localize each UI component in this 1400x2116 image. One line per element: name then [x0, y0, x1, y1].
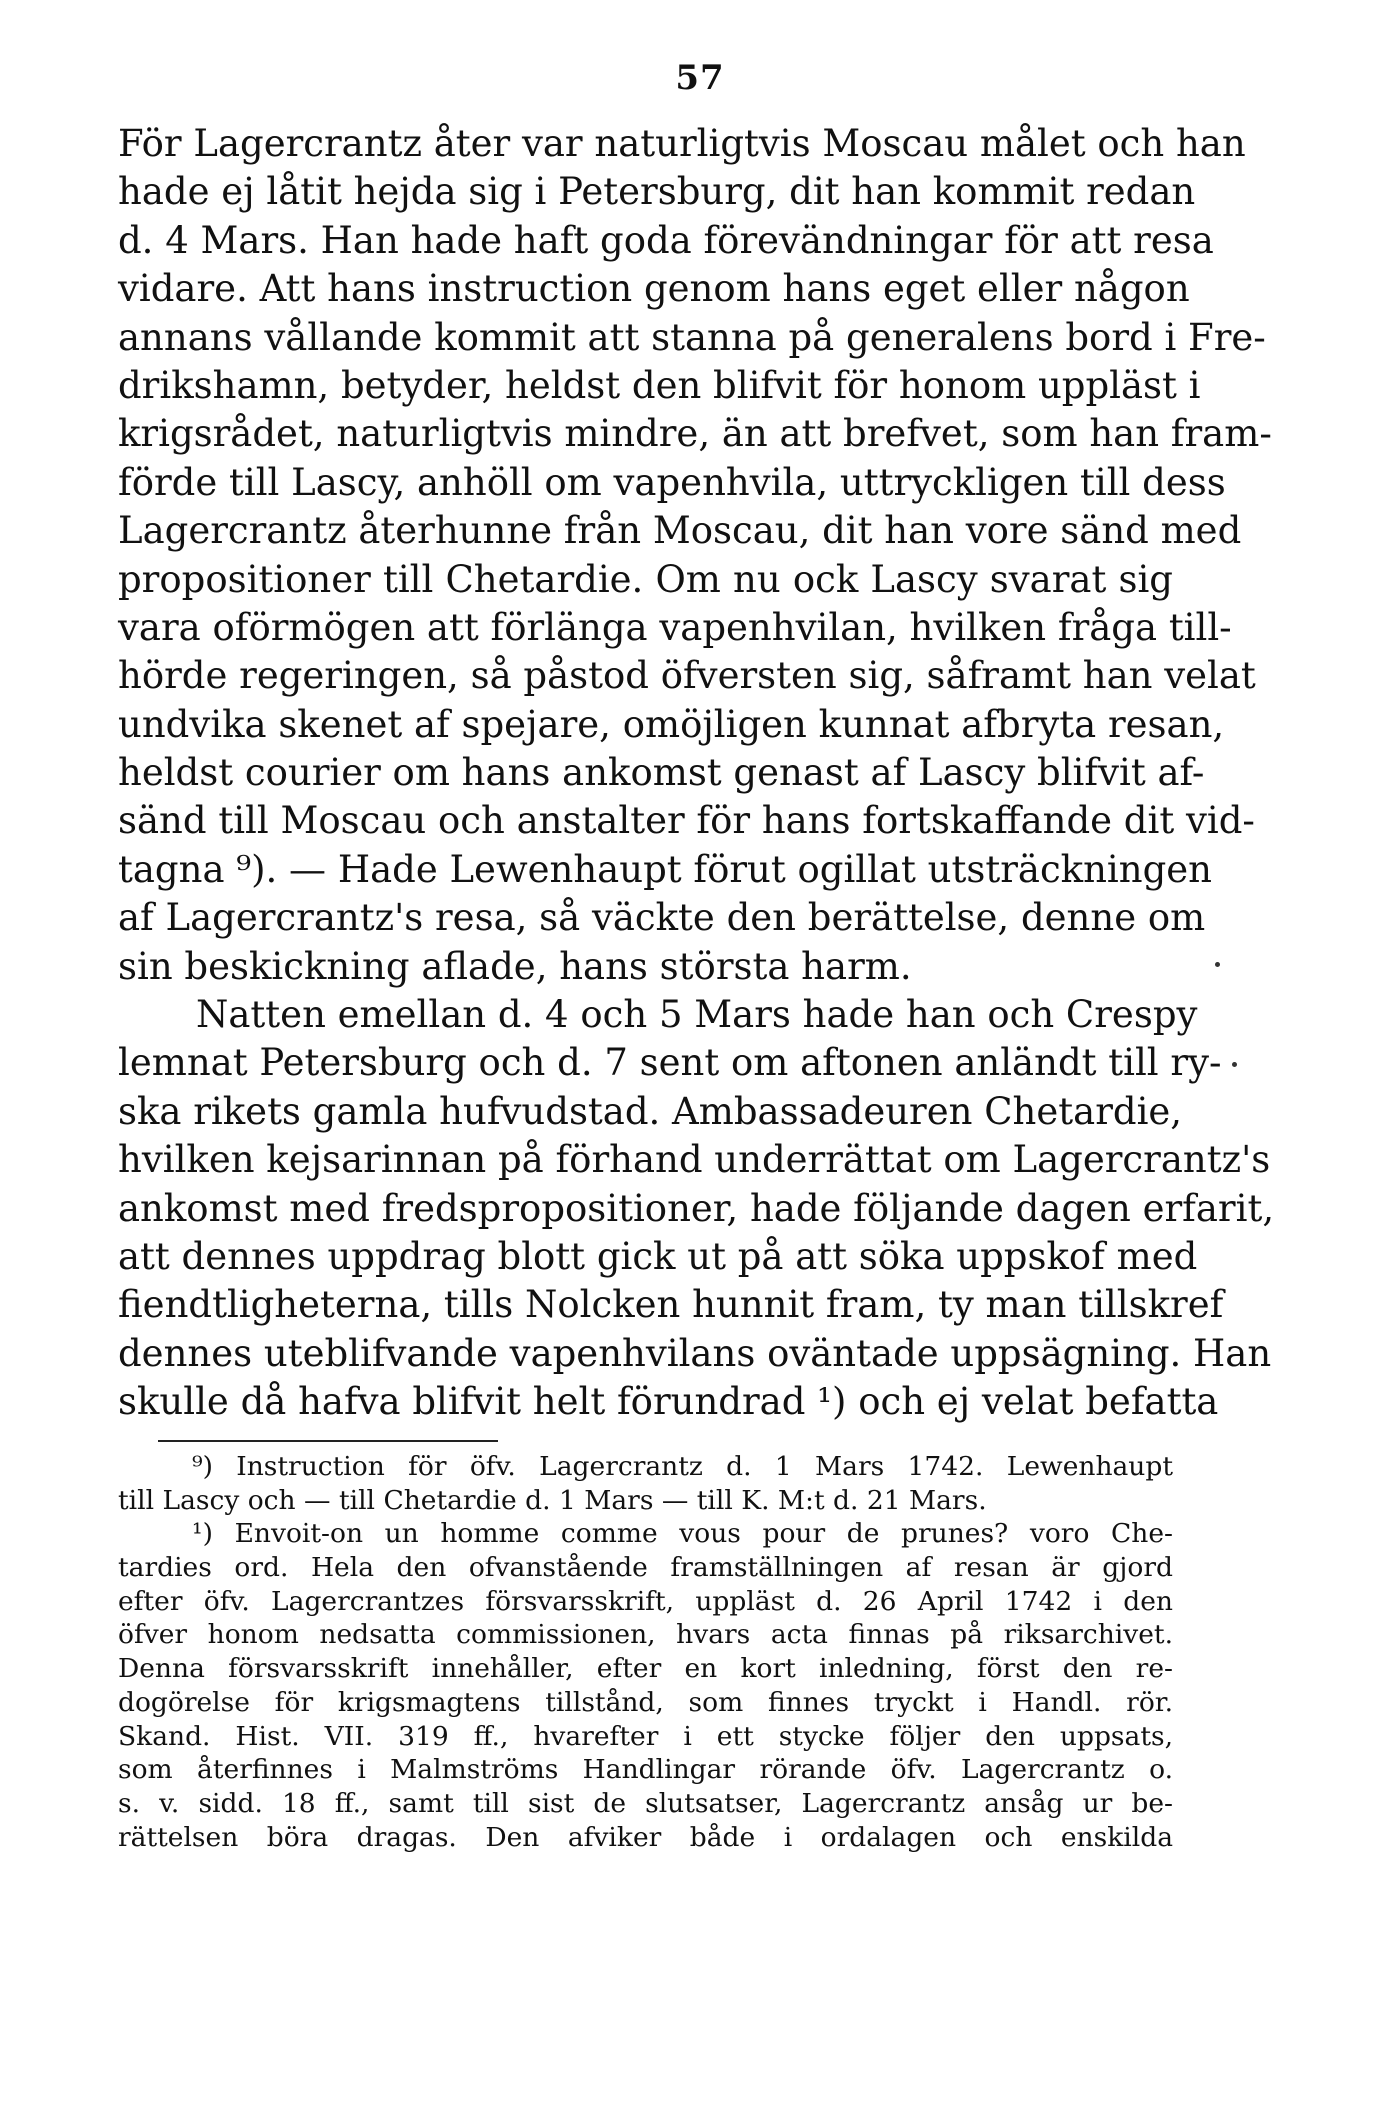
page-number: 57	[675, 58, 725, 98]
text-line-23: ankomst med fredspropositioner, hade följande dagen erfarit,	[118, 1186, 1275, 1230]
text-line-8: förde till Lascy, anhöll om vapenhvila, uttryckligen till dess	[118, 460, 1226, 504]
text-line-3: d. 4 Mars. Han hade haft goda förevändningar för att resa	[118, 218, 1214, 262]
footnotes	[118, 1450, 1173, 1854]
text-line-21: ska rikets gamla hufvudstad. Ambassadeuren Chetardie,	[118, 1089, 1183, 1133]
text-line-7: krigsrådet, naturligtvis mindre, än att brefvet, som han fram-	[118, 412, 1272, 456]
margin-speck-mark	[1215, 962, 1220, 967]
margin-speck-mark	[1232, 1062, 1237, 1067]
text-line-5: annans vållande kommit att stanna på generalens bord i Fre-	[118, 315, 1266, 359]
footnote-divider	[158, 1440, 498, 1442]
footnote-line-5: efter öfv. Lagercrantzes försvarsskrift, uppläst d. 26 April 1742 i den	[118, 1585, 1173, 1617]
main-text	[118, 120, 1275, 1427]
footnote-line-8: dogörelse för krigsmagtens tillstånd, som finnes tryckt i Handl. rör.	[118, 1686, 1173, 1718]
text-line-24: att dennes uppdrag blott gick ut på att söka uppskof med	[118, 1234, 1198, 1278]
text-line-13: undvika skenet af spejare, omöjligen kunnat afbryta resan,	[118, 702, 1225, 746]
text-line-10: propositioner till Chetardie. Om nu ock Lascy svarat sig	[118, 557, 1173, 601]
text-line-2: hade ej låtit hejda sig i Petersburg, dit han kommit redan	[118, 170, 1196, 214]
footnote-line-1: ⁹) Instruction för öfv. Lagercrantz d. 1 Mars 1742. Lewenhaupt	[192, 1451, 1173, 1482]
footnote-line-7: Denna försvarsskrift innehåller, efter en kort inledning, först den re-	[118, 1653, 1173, 1685]
footnote-line-6: öfver honom nedsatta commissionen, hvars acta finnas på riksarchivet.	[118, 1619, 1173, 1651]
text-line-25: fiendtligheterna, tills Nolcken hunnit fram, ty man tillskref	[118, 1283, 1224, 1327]
text-line-26: dennes uteblifvande vapenhvilans oväntade uppsägning. Han	[118, 1331, 1272, 1375]
text-line-6: drikshamn, betyder, heldst den blifvit för honom uppläst i	[118, 363, 1201, 407]
footnote-line-9: Skand. Hist. VII. 319 ff., hvarefter i ett stycke följer den uppsats,	[118, 1720, 1173, 1752]
text-line-19: Natten emellan d. 4 och 5 Mars hade han och Crespy	[196, 993, 1198, 1037]
footnote-line-3: ¹) Envoit-on un homme comme vous pour de prunes? voro Che-	[192, 1518, 1173, 1550]
text-line-18: sin beskickning aflade, hans största harm.	[118, 944, 912, 988]
text-line-1: För Lagercrantz åter var naturligtvis Moscau målet och han	[118, 122, 1246, 165]
footnote-line-12: rättelsen böra dragas. Den afviker både i ordalagen och enskilda	[118, 1821, 1173, 1853]
text-line-20: lemnat Petersburg och d. 7 sent om aftonen anländt till ry-	[118, 1041, 1222, 1085]
text-line-12: hörde regeringen, så påstod öfversten sig, såframt han velat	[118, 654, 1256, 698]
footnote-line-10: som återfinnes i Malmströms Handlingar rörande öfv. Lagercrantz o.	[118, 1754, 1173, 1786]
text-line-27: skulle då hafva blifvit helt förundrad ¹) och ej velat befatta	[118, 1380, 1219, 1424]
text-line-9: Lagercrantz återhunne från Moscau, dit han vore sänd med	[118, 509, 1242, 553]
footnote-line-2: till Lascy och — till Chetardie d. 1 Mars — till K. M:t d. 21 Mars.	[118, 1484, 987, 1516]
text-line-14: heldst courier om hans ankomst genast af Lascy blifvit af-	[118, 751, 1205, 795]
text-line-22: hvilken kejsarinnan på förhand underrättat om Lagercrantz's	[118, 1138, 1271, 1182]
text-line-17: af Lagercrantz's resa, så väckte den berättelse, denne om	[118, 896, 1206, 940]
footnote-line-4: tardies ord. Hela den ofvanstående framställningen af resan är gjord	[118, 1552, 1173, 1584]
text-line-11: vara oförmögen att förlänga vapenhvilan, hvilken fråga till-	[118, 605, 1232, 649]
footnote-line-11: s. v. sidd. 18 ff., samt till sist de slutsatser, Lagercrantz ansåg ur be-	[118, 1787, 1173, 1819]
text-line-16: tagna ⁹). — Hade Lewenhaupt förut ogillat utsträckningen	[118, 847, 1212, 891]
text-line-4: vidare. Att hans instruction genom hans eget eller någon	[118, 267, 1190, 311]
text-line-15: sänd till Moscau och anstalter för hans fortskaffande dit vid-	[118, 799, 1255, 843]
